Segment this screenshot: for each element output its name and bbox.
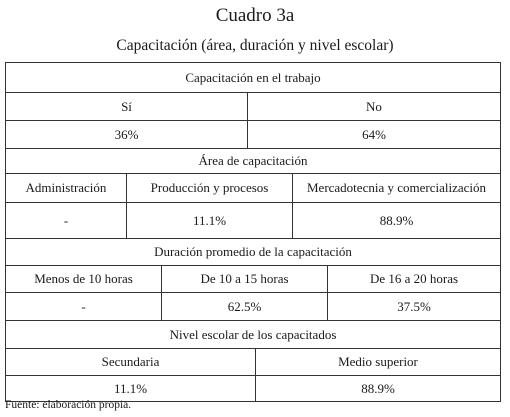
section-header-row — [6, 148, 500, 173]
duration-col-16-20: De 16 a 20 horas — [327, 266, 500, 292]
area-value-produccion: 11.1% — [126, 203, 292, 238]
area-header: Área de capacitación — [198, 153, 308, 168]
column-header-row — [6, 265, 500, 292]
duration-value-less-10: - — [81, 298, 86, 314]
duration-col-10-15: De 10 a 15 horas — [161, 266, 327, 292]
column-header-row — [6, 348, 500, 375]
value-row — [6, 202, 500, 238]
duration-header: Duración promedio de la capacitación — [154, 244, 352, 259]
training-col-yes: Sí — [121, 98, 132, 114]
education-col-medio-superior: Medio superior — [255, 349, 500, 375]
column-header-row — [6, 92, 500, 120]
duration-col-less-10: Menos de 10 horas — [34, 271, 133, 286]
area-value-mercadotecnia: 88.9% — [292, 203, 500, 238]
training-value-yes: 36% — [114, 126, 139, 142]
training-value-no: 64% — [247, 121, 500, 148]
training-header: Capacitación en el trabajo — [185, 69, 321, 85]
education-value-medio-superior: 88.9% — [255, 376, 500, 401]
value-row — [6, 292, 500, 320]
table-title: Cuadro 3a — [215, 5, 295, 26]
section-header-row — [6, 63, 500, 92]
value-row — [6, 120, 500, 148]
education-value-secundaria: 11.1% — [113, 380, 148, 396]
section-header-row — [6, 320, 500, 348]
source-footnote: Fuente: elaboración propia. — [5, 399, 132, 411]
area-col-administracion: Administración — [25, 180, 107, 195]
section-header-row — [6, 238, 500, 265]
data-table — [5, 62, 501, 402]
education-col-secundaria: Secundaria — [101, 354, 160, 369]
area-col-produccion: Producción y procesos — [126, 174, 292, 202]
duration-value-10-15: 62.5% — [161, 293, 327, 320]
table-subtitle: Capacitación (área, duración y nivel escolar) — [116, 37, 394, 54]
column-header-row — [6, 173, 500, 202]
training-col-no: No — [247, 93, 500, 120]
area-col-mercadotecnia: Mercadotecnia y comercialización — [292, 174, 500, 202]
area-value-administracion: - — [63, 212, 69, 228]
duration-value-16-20: 37.5% — [327, 293, 500, 320]
education-header: Nivel escolar de los capacitados — [169, 326, 337, 342]
